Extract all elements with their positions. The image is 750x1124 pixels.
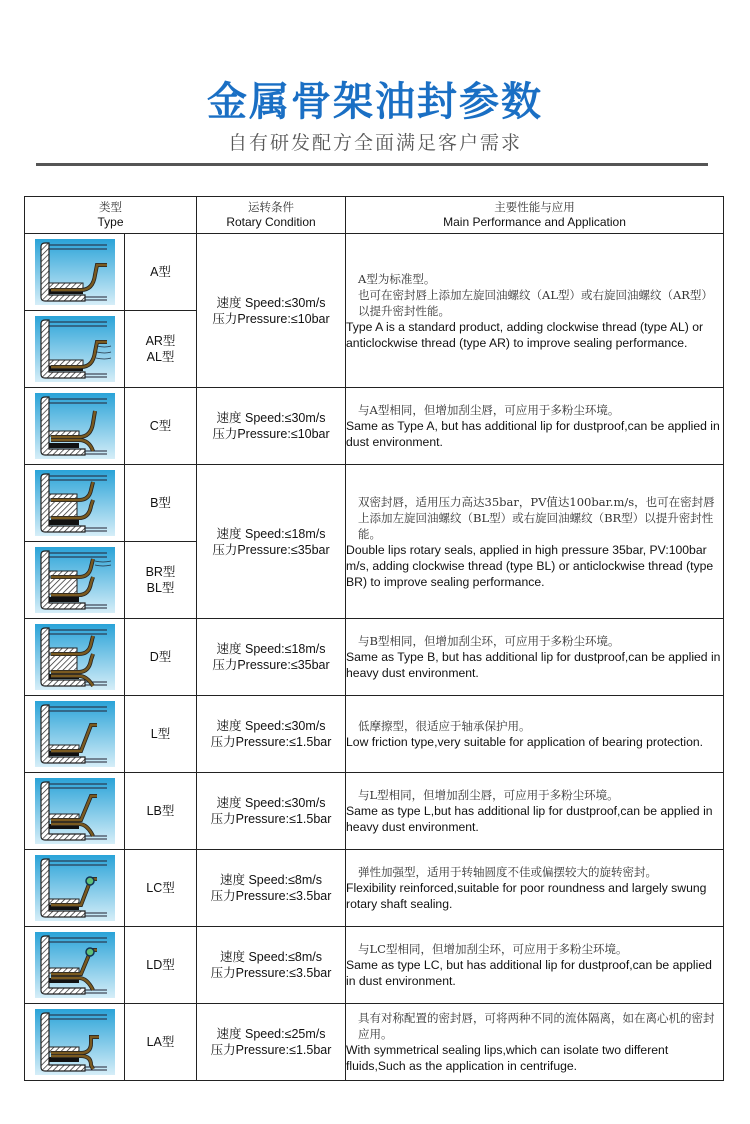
rotary-condition — [197, 696, 346, 773]
description-cn: 与A型相同，但增加刮尘唇，可应用于多粉尘环境。 — [358, 403, 620, 417]
table-row — [25, 234, 724, 311]
seal-type-name: L型 — [150, 727, 171, 741]
table-row — [25, 388, 724, 465]
pressure-limit: 压力Pressure:≤3.5bar — [210, 889, 332, 903]
speed-limit: 速度 Speed:≤8m/s — [219, 873, 323, 887]
seal-type-label — [125, 619, 197, 696]
seal-type-name: LA型 — [146, 1035, 175, 1049]
seal-type-label — [125, 773, 197, 850]
description-en: Type A is a standard product, adding clockwise thread (type AL) or anticlockwise thread (type AR) to improve sealing performance. — [346, 319, 704, 350]
description-en: Same as Type A, but has additional lip for dustproof,can be applied in dust environment. — [346, 419, 720, 449]
pressure-limit: 压力Pressure:≤1.5bar — [210, 735, 332, 749]
seal-type-l-icon — [35, 701, 115, 767]
seal-diagram-cell — [25, 850, 125, 927]
performance-description — [346, 850, 724, 927]
rotary-condition — [197, 927, 346, 1004]
table-row — [25, 1004, 724, 1081]
seal-diagram-cell — [25, 311, 125, 388]
seal-type-name: D型 — [149, 650, 172, 664]
description-en: Same as type LC, but has additional lip for dustproof,can be applied in dust environment. — [346, 958, 712, 988]
seal-type-b-icon — [35, 470, 115, 536]
description-en: Same as type L,but has additional lip for dustproof,can be applied in heavy dust environment. — [346, 804, 713, 834]
seal-type-label — [125, 1004, 197, 1081]
performance-description — [346, 465, 724, 619]
seal-diagram-cell — [25, 1004, 125, 1081]
rotary-condition — [197, 234, 346, 388]
seal-diagram-cell — [25, 773, 125, 850]
seal-type-label — [125, 927, 197, 1004]
description-cn: 与LC型相同，但增加刮尘环，可应用于多粉尘环境。 — [358, 942, 628, 956]
speed-limit: 速度 Speed:≤30m/s — [216, 411, 326, 425]
header-condition — [197, 197, 346, 234]
pressure-limit: 压力Pressure:≤1.5bar — [210, 1043, 332, 1057]
rotary-condition — [197, 1004, 346, 1081]
seal-diagram-cell — [25, 696, 125, 773]
seal-type-name: AL型 — [146, 350, 175, 364]
pressure-limit: 压力Pressure:≤10bar — [212, 427, 330, 441]
rotary-condition — [197, 773, 346, 850]
seal-type-name: AR型 — [145, 334, 176, 348]
description-cn: A型为标准型。 — [358, 271, 436, 286]
table-row — [25, 773, 724, 850]
seal-diagram-cell — [25, 927, 125, 1004]
seal-diagram-cell — [25, 619, 125, 696]
oil-seal-spec-table — [24, 196, 724, 1081]
seal-type-a-icon — [35, 239, 115, 305]
seal-type-label — [125, 696, 197, 773]
table-row — [25, 619, 724, 696]
title-divider — [36, 163, 708, 166]
description-en: Flexibility reinforced,suitable for poor roundness and largely swung rotary shaft sealing. — [346, 881, 707, 911]
performance-description — [346, 388, 724, 465]
pressure-limit: 压力Pressure:≤35bar — [212, 542, 330, 557]
pressure-limit: 压力Pressure:≤10bar — [212, 311, 330, 326]
seal-type-label — [125, 388, 197, 465]
pressure-limit: 压力Pressure:≤35bar — [212, 658, 330, 672]
table-header-row — [25, 197, 724, 234]
page-subtitle: 自有研发配方全面满足客户需求 — [227, 132, 522, 154]
header-cond-cn: 运转条件 — [248, 200, 295, 214]
header-perf-en: Main Performance and Application — [443, 215, 626, 229]
rotary-condition — [197, 619, 346, 696]
performance-description — [346, 619, 724, 696]
header-type — [25, 197, 197, 234]
description-cn: 低摩擦型，很适应于轴承保护用。 — [358, 719, 531, 733]
performance-description — [346, 927, 724, 1004]
seal-type-la-icon — [35, 1009, 115, 1075]
pressure-limit: 压力Pressure:≤3.5bar — [210, 966, 332, 980]
speed-limit: 速度 Speed:≤30m/s — [216, 796, 326, 810]
header-type-cn: 类型 — [99, 200, 122, 214]
performance-description — [346, 1004, 724, 1081]
seal-type-name: LC型 — [146, 881, 175, 895]
table-row — [25, 850, 724, 927]
speed-limit: 速度 Speed:≤30m/s — [216, 719, 326, 733]
speed-limit: 速度 Speed:≤18m/s — [216, 642, 326, 656]
header-perf-cn: 主要性能与应用 — [494, 200, 575, 214]
description-cn: 与L型相同，但增加刮尘唇，可应用于多粉尘环境。 — [358, 788, 619, 802]
table-row — [25, 696, 724, 773]
table-row — [25, 927, 724, 1004]
description-cn: 具有对称配置的密封唇，可将两种不同的流体隔离，如在离心机的密封应用。 — [358, 1011, 715, 1041]
seal-diagram-cell — [25, 465, 125, 542]
description-en: Low friction type,very suitable for application of bearing protection. — [346, 735, 704, 749]
seal-type-ld-icon — [35, 932, 115, 998]
seal-type-br-bl-icon — [35, 547, 115, 613]
seal-type-ar-al-icon — [35, 316, 115, 382]
header-type-en: Type — [97, 215, 124, 229]
seal-type-name: B型 — [150, 496, 171, 510]
rotary-condition — [197, 465, 346, 619]
seal-diagram-cell — [25, 388, 125, 465]
seal-type-label — [125, 465, 197, 542]
seal-type-d-icon — [35, 624, 115, 690]
seal-diagram-cell — [25, 234, 125, 311]
header-performance — [346, 197, 724, 234]
seal-type-name: LD型 — [146, 958, 175, 972]
description-cn: 也可在密封唇上添加左旋回油螺纹（AL型）或右旋回油螺纹（AR型）以提升密封性能。 — [358, 287, 713, 318]
description-cn: 与B型相同，但增加刮尘环，可应用于多粉尘环境。 — [358, 634, 620, 648]
performance-description — [346, 773, 724, 850]
seal-type-name: LB型 — [146, 804, 175, 818]
page-title: 金属骨架油封参数 — [207, 79, 543, 125]
rotary-condition — [197, 388, 346, 465]
speed-limit: 速度 Speed:≤18m/s — [216, 526, 326, 541]
description-en: Same as Type B, but has additional lip for dustproof,can be applied in heavy dust environment. — [346, 650, 721, 680]
seal-type-name: BR型 — [145, 565, 176, 579]
description-cn: 双密封唇，适用压力高达35bar，PV值达100bar.m/s，也可在密封唇上添加左旋回油螺纹（BL型）或右旋回油螺纹（BR型）以提升密封性能。 — [358, 494, 715, 541]
seal-type-c-icon — [35, 393, 115, 459]
seal-type-lc-icon — [35, 855, 115, 921]
speed-limit: 速度 Speed:≤8m/s — [219, 950, 323, 964]
rotary-condition — [197, 850, 346, 927]
seal-type-label — [125, 234, 197, 311]
seal-type-name: BL型 — [146, 581, 175, 595]
header-cond-en: Rotary Condition — [226, 215, 316, 229]
table-row — [25, 465, 724, 542]
seal-type-label — [125, 542, 197, 619]
seal-type-label — [125, 850, 197, 927]
description-en: Double lips rotary seals, applied in high pressure 35bar, PV:100bar m/s, adding clockwise thread (type BL) or anticlockwise thread (type BR) to improve sealing performance. — [346, 542, 714, 589]
description-en: With symmetrical sealing lips,which can isolate two different fluids,Such as the application in centrifuge. — [346, 1043, 669, 1073]
pressure-limit: 压力Pressure:≤1.5bar — [210, 812, 332, 826]
seal-type-name: C型 — [149, 419, 172, 433]
performance-description — [346, 234, 724, 388]
description-cn: 弹性加强型，适用于转轴圆度不佳或偏摆较大的旋转密封。 — [358, 865, 658, 879]
seal-type-label — [125, 311, 197, 388]
seal-diagram-cell — [25, 542, 125, 619]
performance-description — [346, 696, 724, 773]
seal-type-name: A型 — [150, 265, 171, 279]
speed-limit: 速度 Speed:≤30m/s — [216, 295, 326, 310]
speed-limit: 速度 Speed:≤25m/s — [216, 1027, 326, 1041]
seal-type-lb-icon — [35, 778, 115, 844]
